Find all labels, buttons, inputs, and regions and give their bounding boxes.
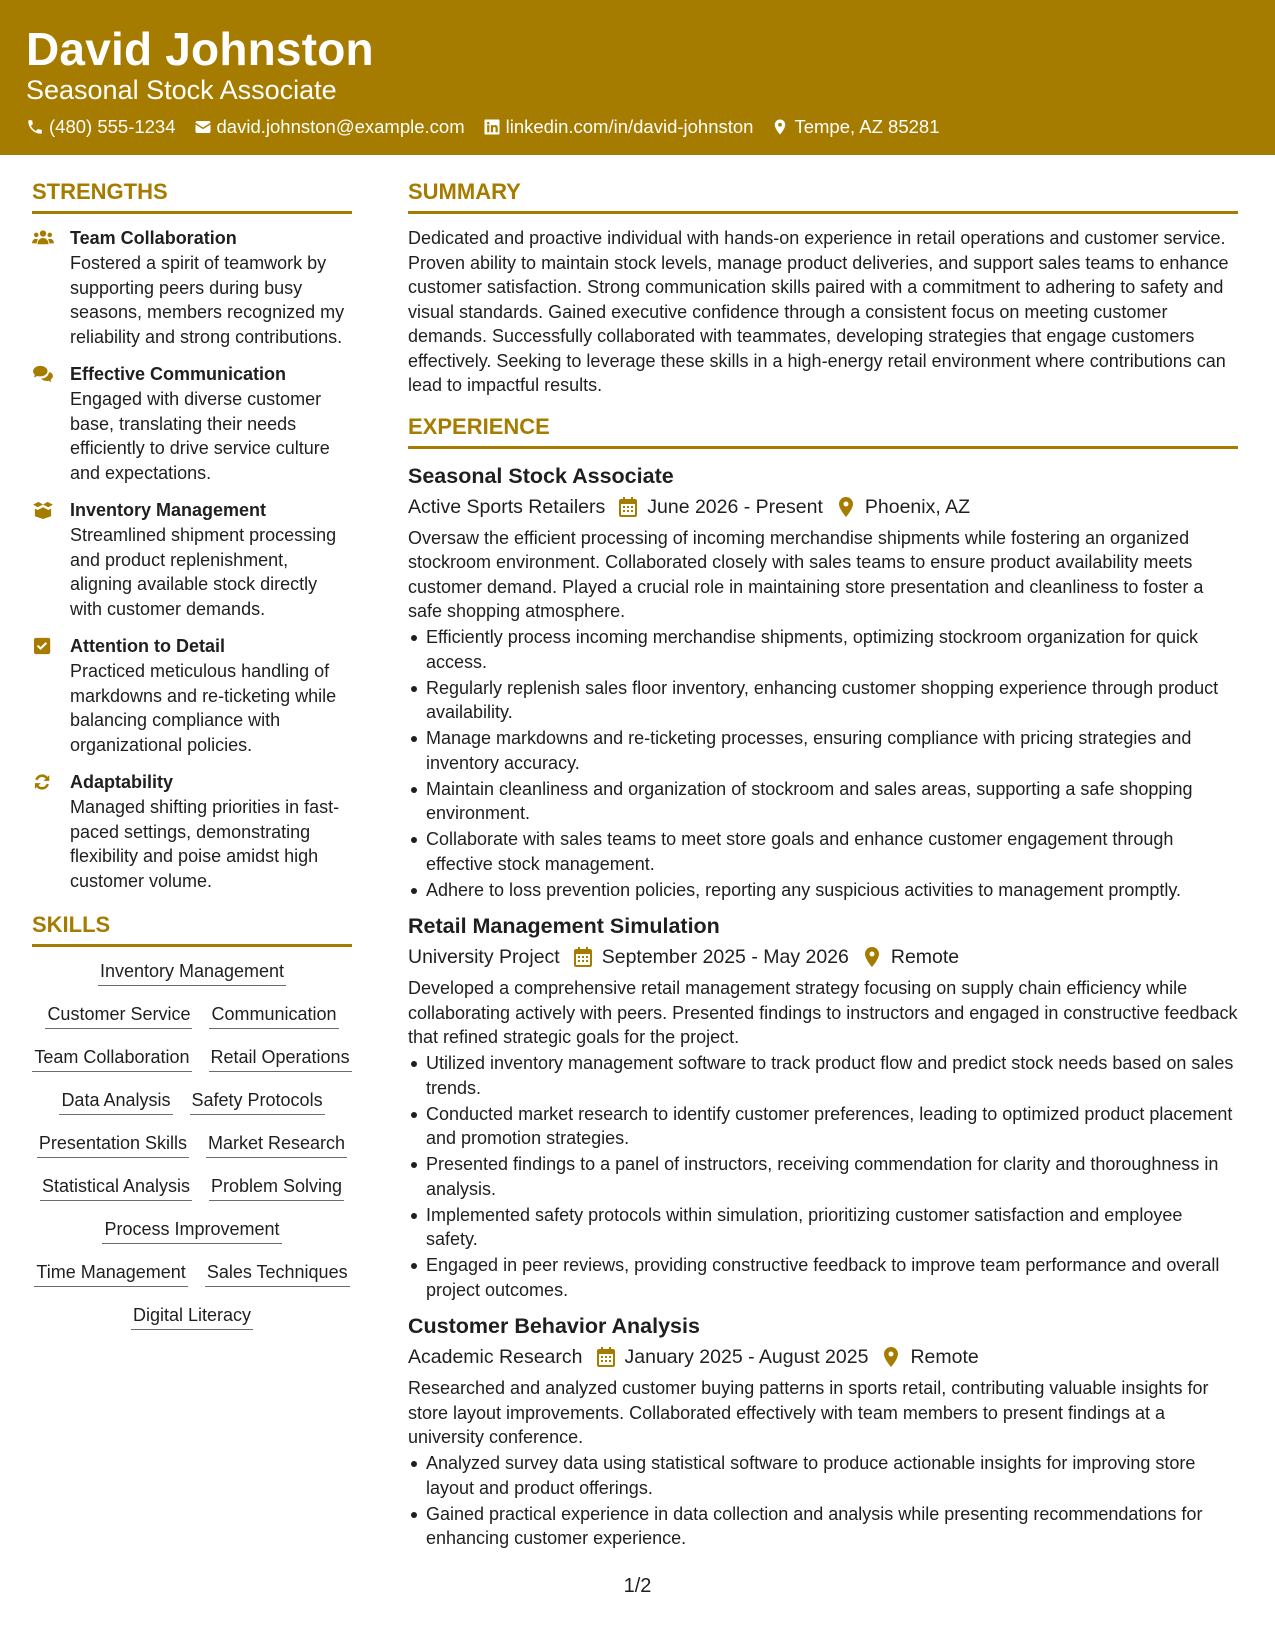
box-open-icon	[32, 501, 54, 519]
calendar-icon	[619, 497, 637, 517]
summary-heading: SUMMARY	[408, 176, 1238, 214]
users-icon	[32, 229, 54, 247]
experience-entry	[408, 911, 1238, 1302]
job-bullets	[408, 625, 1238, 902]
strength-desc: Streamlined shipment processing and product replenishment, aligning available stock directly with customer demands.	[70, 525, 337, 619]
linkedin-text: linkedin.com/in/david-johnston	[505, 116, 754, 137]
skill-tag: Data Analysis	[59, 1088, 172, 1115]
job-meta	[408, 942, 1238, 972]
skill-tag: Communication	[209, 1002, 338, 1029]
job-org: University Project	[408, 946, 560, 968]
candidate-role: Seasonal Stock Associate	[26, 75, 337, 105]
strength-title: Inventory Management	[70, 500, 267, 520]
job-dates: January 2025 - August 2025	[624, 1346, 869, 1368]
strength-item	[32, 634, 352, 757]
skill-tag: Presentation Skills	[37, 1131, 189, 1158]
job-title: Retail Management Simulation	[408, 914, 720, 938]
map-marker-icon	[771, 118, 789, 136]
bullet-item: Collaborate with sales teams to meet store goals and enhance customer engagement through effective stock management.	[426, 827, 1238, 876]
map-marker-icon	[882, 1347, 900, 1367]
strength-item	[32, 770, 352, 893]
contact-location	[771, 114, 939, 140]
left-column	[32, 176, 352, 1330]
skills-heading: SKILLS	[32, 909, 352, 947]
bullet-item: Adhere to loss prevention policies, reporting any suspicious activities to management promptly.	[426, 878, 1238, 903]
right-column	[408, 176, 1238, 1560]
strength-item	[32, 498, 352, 621]
skill-tag: Market Research	[206, 1131, 347, 1158]
skill-tag: Digital Literacy	[131, 1303, 253, 1330]
strength-title: Team Collaboration	[70, 228, 237, 248]
job-meta	[408, 1342, 1238, 1372]
strength-item	[32, 362, 352, 485]
skill-tag: Customer Service	[45, 1002, 192, 1029]
bullet-item: Implemented safety protocols within simulation, prioritizing customer satisfaction and employee safety.	[426, 1203, 1238, 1252]
job-org: Academic Research	[408, 1346, 583, 1368]
bullet-item: Engaged in peer reviews, providing constructive feedback to improve team performance and overall project outcomes.	[426, 1253, 1238, 1302]
strength-desc: Engaged with diverse customer base, translating their needs efficiently to drive service culture and expectations.	[70, 389, 330, 483]
comments-icon	[32, 365, 54, 383]
bullet-item: Utilized inventory management software to track product flow and predict stock needs based on sales trends.	[426, 1051, 1238, 1100]
job-title: Seasonal Stock Associate	[408, 463, 674, 488]
job-bullets	[408, 1451, 1238, 1551]
job-location: Remote	[910, 1346, 979, 1368]
skill-tag: Safety Protocols	[190, 1088, 325, 1115]
job-description: Researched and analyzed customer buying patterns in sports retail, contributing valuable insights for store layout improvements. Collaborated effectively with team members to present findings at a university conference.	[408, 1378, 1209, 1447]
strength-desc: Fostered a spirit of teamwork by supporting peers during busy seasons, members recognized my reliability and strong contributions.	[70, 253, 345, 347]
skill-tag: Time Management	[34, 1260, 187, 1287]
skill-tag: Retail Operations	[209, 1045, 352, 1072]
job-location: Remote	[890, 946, 960, 968]
sync-icon	[32, 773, 54, 791]
skill-tag: Sales Techniques	[205, 1260, 350, 1287]
job-title: Customer Behavior Analysis	[408, 1314, 700, 1338]
experience-entry	[408, 1311, 1238, 1551]
job-org: Active Sports Retailers	[408, 495, 606, 518]
candidate-name: David Johnston	[26, 23, 374, 75]
job-location: Phoenix, AZ	[864, 495, 971, 518]
bullet-item: Manage markdowns and re-ticketing processes, ensuring compliance with pricing strategies and inventory accuracy.	[426, 726, 1238, 775]
job-dates: September 2025 - May 2026	[601, 946, 849, 968]
strength-item	[32, 226, 352, 349]
location-text: Tempe, AZ 85281	[794, 116, 940, 137]
envelope-icon	[194, 118, 212, 136]
map-marker-icon	[837, 497, 855, 517]
email-text: david.johnston@example.com	[216, 116, 465, 137]
strength-title: Adaptability	[70, 772, 174, 792]
strengths-heading: STRENGTHS	[32, 176, 352, 214]
job-bullets	[408, 1051, 1238, 1302]
skill-tag: Problem Solving	[209, 1174, 344, 1201]
skill-tag: Process Improvement	[102, 1217, 281, 1244]
contact-linkedin[interactable]	[483, 114, 754, 140]
strength-title: Effective Communication	[70, 364, 287, 384]
job-dates: June 2026 - Present	[647, 495, 823, 518]
contact-bar	[26, 114, 939, 140]
check-square-icon	[32, 637, 54, 655]
contact-email[interactable]	[194, 114, 465, 140]
job-description: Oversaw the efficient processing of incoming merchandise shipments while fostering an organized stockroom environment. Collaborated closely with sales teams to ensure product availability meets customer demand. Played a crucial role in maintaining store presentation and cleanliness to foster a safe shopping atmosphere.	[408, 527, 1204, 621]
linkedin-icon	[483, 118, 501, 136]
bullet-item: Maintain cleanliness and organization of stockroom and sales areas, supporting a safe shopping environment.	[426, 777, 1238, 826]
bullet-item: Regularly replenish sales floor inventory, enhancing customer shopping experience through product availability.	[426, 676, 1238, 725]
job-meta	[408, 492, 1238, 522]
contact-phone[interactable]	[26, 114, 176, 140]
experience-heading: EXPERIENCE	[408, 411, 1238, 449]
bullet-item: Gained practical experience in data collection and analysis while presenting recommendations for enhancing customer experience.	[426, 1502, 1238, 1551]
skill-tag: Team Collaboration	[32, 1045, 191, 1072]
summary-text: Dedicated and proactive individual with hands-on experience in retail operations and customer service. Proven ability to maintain stock levels, manage product deliveries, and support sales teams to enhance customer satisfaction. Strong communication skills paired with a commitment to adhering to safety and visual standards. Gained executive confidence through a consistent focus on meeting customer demands. Successfully collaborated with teammates, developing strategies that engage customers effectively. Seeking to leverage these skills in a high-energy retail environment where contributions can lead to impactful results.	[408, 228, 1229, 395]
strength-desc: Practiced meticulous handling of markdowns and re-ticketing while balancing compliance with organizational policies.	[70, 661, 337, 755]
page-number: 1/2	[623, 1575, 652, 1597]
calendar-icon	[574, 947, 592, 967]
skills-list	[32, 959, 352, 1330]
strength-desc: Managed shifting priorities in fast-paced settings, demonstrating flexibility and poise amidst high customer volume.	[70, 797, 340, 891]
bullet-item: Analyzed survey data using statistical software to produce actionable insights for improving store layout and product offerings.	[426, 1451, 1238, 1500]
bullet-item: Efficiently process incoming merchandise shipments, optimizing stockroom organization for quick access.	[426, 625, 1238, 674]
strength-title: Attention to Detail	[70, 636, 225, 656]
job-description: Developed a comprehensive retail management strategy focusing on supply chain efficiency while collaborating actively with peers. Presented findings to instructors and engaged in constructive feedback that refined strategic goals for the project.	[408, 978, 1238, 1047]
bullet-item: Presented findings to a panel of instructors, receiving commendation for clarity and thoroughness in analysis.	[426, 1152, 1238, 1201]
experience-entry	[408, 461, 1238, 903]
skill-tag: Statistical Analysis	[40, 1174, 192, 1201]
resume-header	[0, 0, 1275, 155]
calendar-icon	[597, 1347, 615, 1367]
phone-text: (480) 555-1234	[49, 116, 176, 137]
map-marker-icon	[863, 947, 881, 967]
skill-tag: Inventory Management	[98, 959, 286, 986]
phone-icon	[26, 118, 44, 136]
bullet-item: Conducted market research to identify customer preferences, leading to optimized product placement and promotion strategies.	[426, 1102, 1238, 1151]
